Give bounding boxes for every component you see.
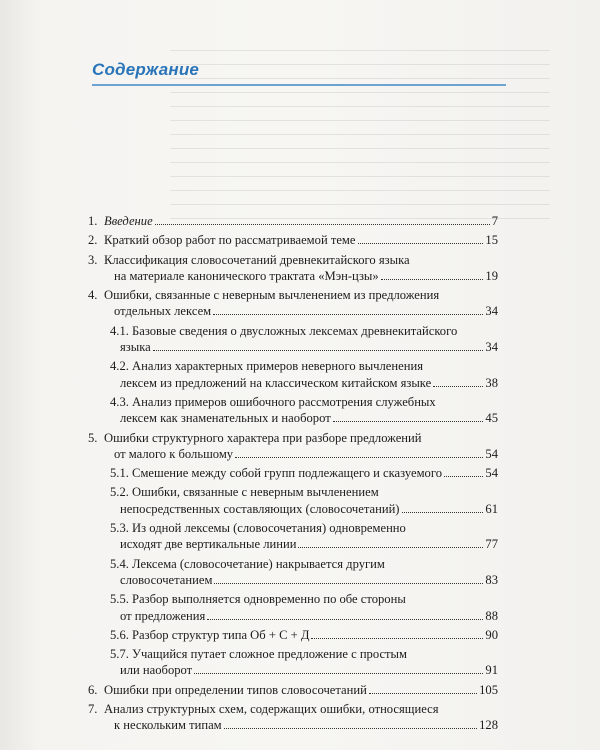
toc-entry-title-line: 4.1. Базовые сведения о двусложных лексемах древнекитайского	[110, 323, 458, 338]
toc-entry-title-line: или наоборот	[120, 663, 193, 678]
toc-page-number: 15	[485, 233, 498, 248]
toc-entry-leader-row	[110, 410, 498, 426]
toc-entry-title-line: 5.6. Разбор структур типа Об + С + Д	[110, 627, 310, 642]
toc-entry-body	[110, 627, 498, 643]
toc-entry-leader-row	[110, 465, 498, 481]
dot-leader	[224, 719, 477, 730]
toc-entry-body	[104, 430, 498, 463]
toc-entry-title-line: от предложения	[120, 608, 206, 623]
toc-page-number: 128	[479, 718, 498, 733]
dot-leader	[207, 609, 483, 620]
dot-leader	[369, 683, 477, 694]
toc-entry-body	[110, 556, 498, 589]
dot-leader	[153, 340, 484, 351]
table-of-contents	[88, 213, 498, 734]
toc-entry-number: 1.	[88, 214, 98, 228]
toc-entry-body	[110, 358, 498, 391]
toc-entry-body	[104, 232, 498, 248]
toc-entry[interactable]	[88, 520, 498, 553]
toc-entry-body	[110, 323, 498, 356]
toc-entry-leader-row	[104, 682, 498, 698]
toc-entry-number: 6.	[88, 682, 98, 697]
toc-page-number: 45	[485, 411, 498, 426]
toc-entry-leader-row	[110, 501, 498, 517]
dot-leader	[235, 447, 483, 458]
toc-header	[92, 60, 504, 86]
toc-entry-title-line: Ошибки, связанные с неверным вычленением из предложения	[104, 288, 440, 303]
toc-entry[interactable]	[88, 465, 498, 481]
toc-entry-body	[110, 591, 498, 624]
toc-entry-leader-row	[110, 375, 498, 391]
toc-entry[interactable]	[88, 323, 498, 356]
toc-entry-leader-row	[104, 232, 498, 248]
toc-entry-leader-row	[110, 608, 498, 624]
toc-page-number: 54	[485, 466, 498, 481]
toc-entry-body	[104, 287, 498, 320]
toc-entry-title-line: лексем из предложений на классическом китайском языке	[120, 375, 432, 390]
toc-entry[interactable]	[88, 556, 498, 589]
toc-entry-body	[110, 646, 498, 679]
toc-entry-title-line: Ошибки при определении типов словосочетаний	[104, 682, 367, 697]
toc-entry-number: 3.	[88, 252, 98, 267]
toc-entry-title-line: Краткий обзор работ по рассматриваемой теме	[104, 233, 356, 248]
dot-leader	[155, 214, 490, 225]
toc-page-number: 34	[485, 304, 498, 319]
title-underline	[92, 84, 506, 86]
toc-entry[interactable]	[88, 646, 498, 679]
toc-entry[interactable]	[88, 591, 498, 624]
toc-entry-title-line: языка	[120, 340, 151, 355]
toc-page-number: 77	[485, 537, 498, 552]
toc-entry[interactable]	[88, 701, 498, 734]
toc-entry-title-line: 4.2. Анализ характерных примеров неверного вычленения	[110, 359, 423, 374]
toc-entry-title-line: Ошибки структурного характера при разборе предложений	[104, 430, 422, 445]
toc-entry-body	[110, 465, 498, 481]
dot-leader	[381, 269, 484, 280]
toc-entry-body	[104, 682, 498, 698]
toc-entry-title-line: от малого к большому	[114, 446, 234, 461]
toc-entry-title-line: 5.1. Смешение между собой групп подлежащего и сказуемого	[110, 466, 442, 481]
toc-page-number: 61	[485, 501, 498, 516]
toc-entry-leader-row	[104, 717, 498, 733]
toc-entry[interactable]	[88, 232, 498, 248]
dot-leader	[433, 376, 483, 387]
toc-page-number: 19	[485, 268, 498, 283]
toc-entry-number: 2.	[88, 233, 98, 248]
toc-entry-title-line: непосредственных составляющих (словосочетаний)	[120, 501, 400, 516]
toc-entry-title-line: к нескольким типам	[114, 718, 222, 733]
toc-entry-leader-row	[110, 339, 498, 355]
toc-entry-leader-row	[110, 536, 498, 552]
toc-entry-title-line: Классификация словосочетаний древнекитайского языка	[104, 252, 410, 267]
toc-entry-title-line: исходят две вертикальные линии	[120, 537, 297, 552]
toc-page-number: 91	[485, 663, 498, 678]
toc-entry-number: 7.	[88, 702, 98, 717]
toc-entry-title-line: на материале канонического трактата «Мэн-цзы»	[114, 268, 379, 283]
toc-entry-title-line: 5.4. Лексема (словосочетание) накрывается другим	[110, 556, 385, 571]
toc-entry[interactable]	[88, 213, 498, 229]
toc-entry-leader-row	[104, 268, 498, 284]
toc-entry-body	[104, 213, 498, 229]
toc-entry-title-line: 5.5. Разбор выполняется одновременно по обе стороны	[110, 592, 406, 607]
toc-entry[interactable]	[88, 682, 498, 698]
toc-entry-title-line: словосочетанием	[120, 572, 213, 587]
toc-entry-body	[110, 520, 498, 553]
toc-entry-title-line: лексем как знаменательных и наоборот	[120, 411, 331, 426]
toc-entry-leader-row	[104, 303, 498, 319]
dot-leader	[214, 573, 483, 584]
toc-entry[interactable]	[88, 627, 498, 643]
toc-entry-title-line: 5.7. Учащийся путает сложное предложение с простым	[110, 647, 407, 662]
toc-page-number: 38	[485, 375, 498, 390]
toc-entry-title-line: отдельных лексем	[114, 304, 212, 319]
toc-page-number: 54	[485, 446, 498, 461]
dot-leader	[358, 233, 484, 244]
toc-entry-leader-row	[104, 213, 498, 229]
toc-entry-leader-row	[110, 572, 498, 588]
dot-leader	[213, 305, 483, 316]
toc-entry-leader-row	[110, 627, 498, 643]
dot-leader	[402, 502, 484, 513]
toc-entry-body	[104, 701, 498, 734]
toc-entry-leader-row	[110, 662, 498, 678]
dot-leader	[311, 628, 483, 639]
toc-entry-title-line: Введение	[104, 214, 153, 228]
toc-entry[interactable]	[88, 287, 498, 320]
toc-entry[interactable]	[88, 358, 498, 391]
toc-entry[interactable]	[88, 430, 498, 463]
dot-leader	[333, 411, 484, 422]
dot-leader	[444, 466, 483, 477]
toc-entry-number: 5.	[88, 430, 98, 445]
toc-entry-body	[104, 252, 498, 285]
toc-page-number: 83	[485, 572, 498, 587]
page-title: Содержание	[92, 60, 200, 79]
toc-page-number: 34	[485, 340, 498, 355]
toc-entry[interactable]	[88, 394, 498, 427]
toc-page-number: 90	[485, 627, 498, 642]
dot-leader	[298, 538, 483, 549]
toc-page-number: 105	[479, 682, 498, 697]
toc-entry[interactable]	[88, 484, 498, 517]
dot-leader	[194, 664, 483, 675]
toc-entry-body	[110, 484, 498, 517]
toc-entry-title-line: Анализ структурных схем, содержащих ошибки, относящиеся	[104, 702, 439, 717]
toc-entry-title-line: 4.3. Анализ примеров ошибочного рассмотрения служебных	[110, 394, 436, 409]
toc-entry-body	[110, 394, 498, 427]
toc-entry-title-line: 5.3. Из одной лексемы (словосочетания) одновременно	[110, 521, 406, 536]
toc-page-number: 88	[485, 608, 498, 623]
toc-entry-leader-row	[104, 446, 498, 462]
toc-page-number: 7	[491, 214, 498, 228]
toc-entry-title-line: 5.2. Ошибки, связанные с неверным вычленением	[110, 485, 379, 500]
toc-entry[interactable]	[88, 252, 498, 285]
toc-entry-number: 4.	[88, 288, 98, 303]
